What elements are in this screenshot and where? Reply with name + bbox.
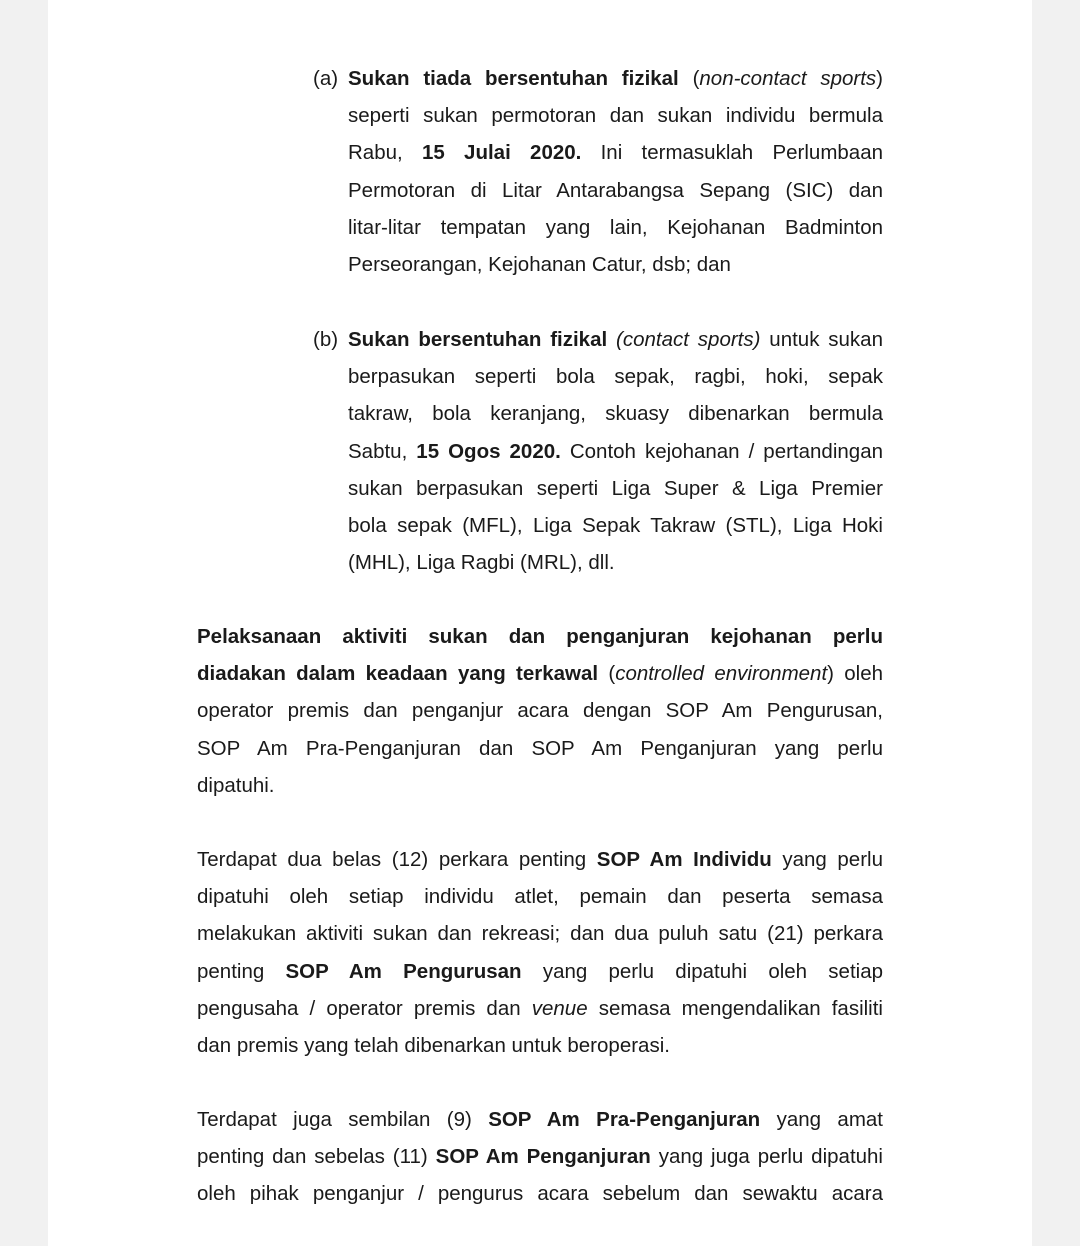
text-run: Terdapat dua belas (12) perkara penting <box>197 848 597 871</box>
text-run: litar-litar tempatan yang lain, Kejohanan Badminton <box>348 215 883 239</box>
text-line <box>197 990 883 1027</box>
document-page <box>48 0 1032 1246</box>
text-run: Contoh kejohanan / pertandingan <box>560 439 883 463</box>
text-line <box>348 433 883 470</box>
text-line <box>197 1101 883 1138</box>
text-run: dan premis yang telah dibenarkan untuk beroperasi. <box>197 1034 670 1058</box>
text-run: ( <box>678 67 700 90</box>
text-run: ) oleh <box>827 662 883 686</box>
italic-run: venue <box>531 996 588 1020</box>
bold-run: SOP Am Penganjuran <box>435 1145 651 1169</box>
text-run: Rabu, <box>348 141 422 165</box>
text-line <box>197 915 883 952</box>
bold-run: Pelaksanaan aktiviti sukan dan penganjuran kejohanan perlu <box>197 625 883 648</box>
text-line <box>197 878 883 915</box>
list-marker-b: (b) <box>313 328 339 351</box>
bold-run: 15 Julai 2020. <box>421 141 582 165</box>
text-run: ( <box>598 662 616 686</box>
text-line <box>197 730 883 767</box>
text-line <box>348 172 883 209</box>
paragraph-sop-penganjuran <box>197 1101 883 1213</box>
text-line <box>197 618 883 655</box>
text-run: seperti sukan permotoran dan sukan individu bermula <box>348 104 883 128</box>
text-run <box>607 328 616 351</box>
bold-run: SOP Am Individu <box>596 848 772 871</box>
text-line <box>348 358 883 395</box>
bold-run: Sukan tiada bersentuhan fizikal <box>348 67 679 90</box>
italic-run: controlled environment <box>615 662 828 686</box>
text-line <box>348 97 883 134</box>
list-item-b <box>313 321 883 581</box>
text-line <box>197 767 883 804</box>
text-line <box>348 470 883 507</box>
bold-run: diadakan dalam keadaan yang terkawal <box>197 662 599 686</box>
text-run: semasa mengendalikan fasiliti <box>587 996 883 1020</box>
text-run: Perseorangan, Kejohanan Catur, dsb; dan <box>348 253 731 277</box>
text-run: melakukan aktiviti sukan dan rekreasi; dan dua puluh satu (21) perkara <box>197 922 883 946</box>
text-run: dipatuhi. <box>197 773 275 797</box>
text-run: sukan berpasukan seperti Liga Super & Liga Premier <box>348 476 883 500</box>
text-run: oleh pihak penganjur / pengurus acara sebelum dan sewaktu acara <box>197 1182 883 1206</box>
text-line <box>348 395 883 432</box>
text-run: yang amat <box>760 1108 884 1131</box>
list-item-a <box>313 60 883 283</box>
text-line <box>348 544 883 581</box>
text-run: pengusaha / operator premis dan <box>197 996 532 1020</box>
text-line <box>197 1138 883 1175</box>
text-line <box>348 134 883 171</box>
bold-run: SOP Am Pra-Penganjuran <box>488 1108 761 1131</box>
bold-run: SOP Am Pengurusan <box>285 959 522 983</box>
text-run: yang perlu <box>771 848 883 871</box>
text-line <box>197 841 883 878</box>
text-run: penting dan sebelas (11) <box>197 1145 436 1169</box>
text-run: ) <box>876 67 883 90</box>
text-line <box>197 1027 883 1064</box>
list-item-a-text <box>348 60 883 283</box>
text-line <box>197 655 883 692</box>
text-line <box>197 1175 883 1212</box>
text-run: takraw, bola keranjang, skuasy dibenarkan bermula <box>348 402 883 426</box>
text-line <box>348 209 883 246</box>
list-item-b-text <box>348 321 883 581</box>
text-run: dipatuhi oleh setiap individu atlet, pemain dan peserta semasa <box>197 885 883 909</box>
text-line <box>197 953 883 990</box>
text-run: bola sepak (MFL), Liga Sepak Takraw (STL), Liga Hoki <box>348 514 883 538</box>
text-line <box>197 692 883 729</box>
text-line <box>348 321 883 358</box>
italic-run: non-contact sports <box>699 67 877 90</box>
bold-run: Sukan bersentuhan fizikal <box>348 328 608 351</box>
text-run: Sabtu, <box>348 439 417 463</box>
text-run: Permotoran di Litar Antarabangsa Sepang (SIC) dan <box>348 178 883 202</box>
text-run: yang perlu dipatuhi oleh setiap <box>521 959 883 983</box>
text-run: (MHL), Liga Ragbi (MRL), dll. <box>348 551 615 575</box>
text-run: operator premis dan penganjur acara dengan SOP Am Pengurusan, <box>197 699 883 723</box>
paragraph-pelaksanaan <box>197 618 883 804</box>
italic-run: (contact sports) <box>616 328 761 351</box>
text-run: yang juga perlu dipatuhi <box>650 1145 883 1169</box>
text-run: berpasukan seperti bola sepak, ragbi, hoki, sepak <box>348 365 883 389</box>
list-marker-a: (a) <box>313 67 339 90</box>
text-line <box>348 60 883 97</box>
text-run: penting <box>197 959 286 983</box>
text-run: untuk sukan <box>760 328 883 351</box>
paragraph-sop-individu <box>197 841 883 1064</box>
text-run: Ini termasuklah Perlumbaan <box>581 141 883 165</box>
bold-run: 15 Ogos 2020. <box>416 439 561 463</box>
text-line <box>348 507 883 544</box>
text-run: Terdapat juga sembilan (9) <box>197 1108 489 1131</box>
text-line <box>348 246 883 283</box>
text-run: SOP Am Pra-Penganjuran dan SOP Am Penganjuran yang perlu <box>197 736 883 760</box>
